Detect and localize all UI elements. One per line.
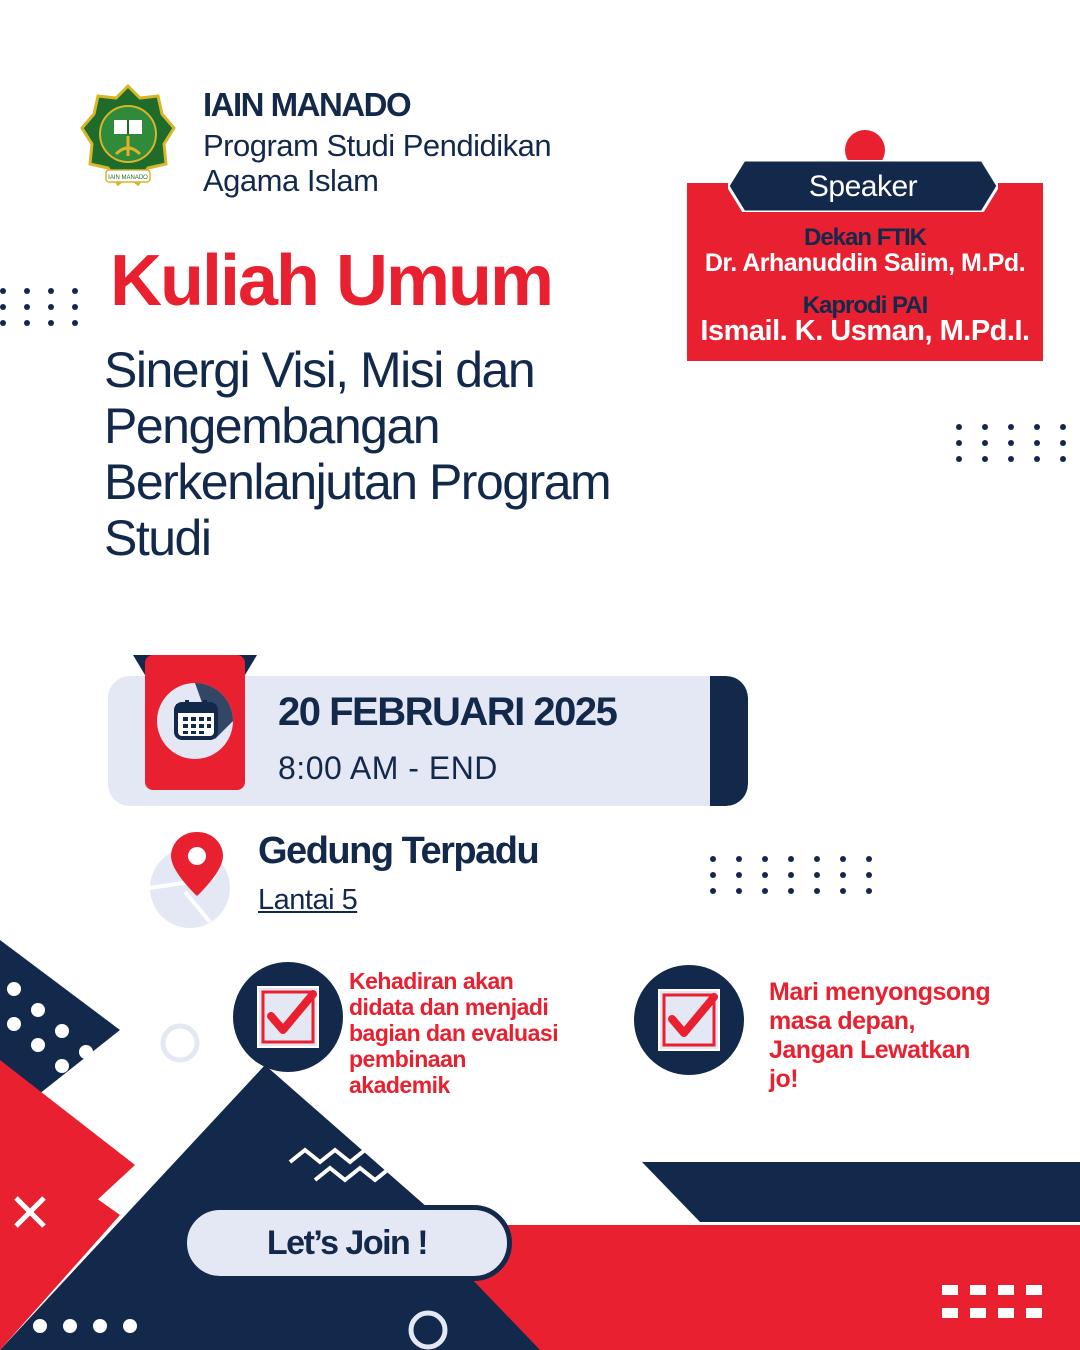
event-date: 20 FEBRUARI 2025 — [278, 690, 617, 734]
event-time: 8:00 AM - END — [278, 750, 498, 786]
date-bar-end — [710, 676, 748, 806]
dot-pattern-middle — [710, 856, 872, 894]
dot-pattern-left — [0, 288, 78, 326]
event-subtitle — [104, 342, 744, 566]
subtitle-line: Pengembangan — [104, 398, 440, 454]
note-line: pembinaan — [349, 1046, 466, 1072]
checkbox-icon — [233, 962, 343, 1072]
calendar-icon — [174, 698, 218, 742]
location-name: Gedung Terpadu — [258, 830, 539, 872]
subtitle-line: Berkenlanjutan Program — [104, 454, 611, 510]
location-pin-icon — [145, 830, 235, 930]
event-title: Kuliah Umum — [110, 241, 553, 321]
speaker-name: Dr. Arhanuddin Salim, M.Pd. — [704, 249, 1026, 277]
location-floor[interactable]: Lantai 5 — [258, 884, 358, 916]
checkbox-icon-badge — [233, 962, 343, 1072]
note-line: Kehadiran akan — [349, 968, 514, 994]
note-attendance — [349, 968, 609, 1098]
note-line: didata dan menjadi — [349, 994, 549, 1020]
note-line: Jangan Lewatkan — [769, 1036, 970, 1064]
subtitle-line: Studi — [104, 510, 211, 566]
note-line: bagian dan evaluasi — [349, 1020, 559, 1046]
speaker-label: Speaker — [808, 170, 918, 203]
note-invitation — [769, 978, 1059, 1094]
program-line: Agama Islam — [203, 163, 379, 198]
lets-join-button[interactable]: Let’s Join ! — [182, 1205, 512, 1281]
note-line: Mari menyongsong — [769, 978, 991, 1006]
note-line: masa depan, — [769, 1007, 915, 1035]
institution-name: IAIN MANADO — [203, 86, 411, 123]
speaker-role: Dekan FTIK — [803, 224, 927, 251]
speaker-name: Ismail. K. Usman, M.Pd.I. — [700, 315, 1030, 347]
svg-text:IAIN MANADO: IAIN MANADO — [108, 175, 148, 181]
program-name — [203, 128, 551, 198]
subtitle-line: Sinergi Visi, Misi dan — [104, 342, 535, 398]
dot-pattern-right — [956, 424, 1066, 462]
note-line: jo! — [769, 1065, 799, 1093]
checkbox-icon-badge — [634, 965, 744, 1075]
note-line: akademik — [349, 1072, 450, 1098]
checkbox-icon — [634, 965, 744, 1075]
iain-logo-icon — [80, 84, 176, 194]
program-line: Program Studi Pendidikan — [203, 128, 552, 163]
speaker-role: Kaprodi PAI — [802, 292, 928, 319]
